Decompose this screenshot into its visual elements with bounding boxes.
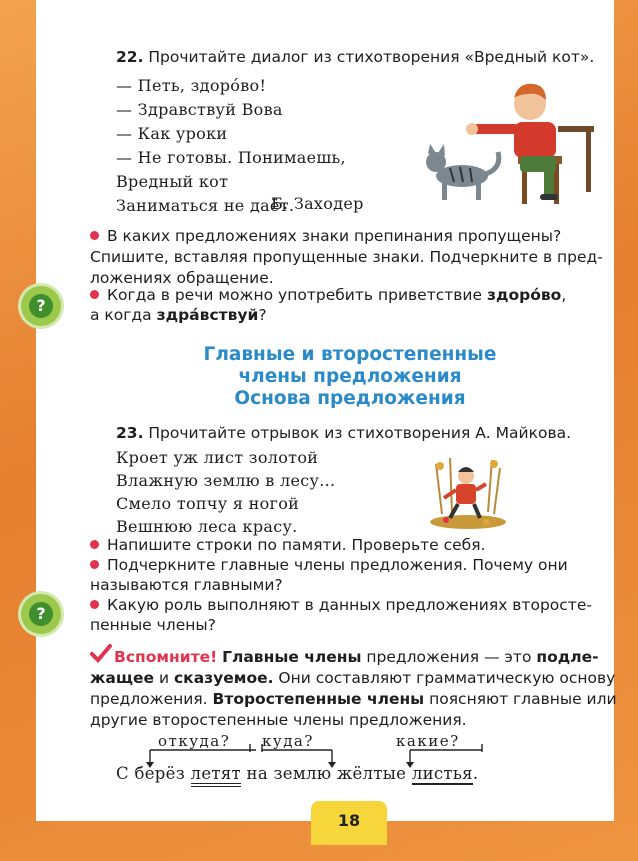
- page-number: 18: [311, 801, 387, 845]
- remember-line1: [114, 648, 599, 666]
- exercise-23-header: [116, 424, 571, 442]
- remember-line3: [90, 690, 617, 708]
- poem-line: Вешнюю леса красу.: [116, 517, 298, 536]
- bullet-dot: [90, 560, 99, 569]
- bullet-dot: [90, 231, 99, 240]
- question-kakie: какие?: [396, 732, 460, 750]
- remember-line4: другие второстепенные члены предложения.: [90, 711, 467, 729]
- question-mark: ?: [29, 602, 53, 626]
- exercise-22-header: [116, 48, 594, 66]
- exercise-22-task1: [90, 226, 610, 289]
- word-zdravstvuy: здра́вствуй: [156, 306, 259, 324]
- task-text: Когда в речи можно употребить приветствие: [107, 286, 487, 304]
- example-sentence: [116, 764, 478, 783]
- remember-secondary-members: Второстепенные члены: [212, 690, 425, 708]
- exercise-22-number: 22.: [116, 48, 144, 66]
- poem-line: Влажную землю в лесу...: [116, 471, 336, 490]
- word-na-zemlyu: на землю: [246, 764, 332, 783]
- poem-author: Б. Заходер: [271, 194, 364, 213]
- word-zhyoltye: жёлтые: [337, 764, 407, 783]
- task-text: Какую роль выполняют в данных предложениях второсте-: [107, 596, 592, 614]
- poem-line: — Не готовы. Понимаешь,: [116, 148, 346, 167]
- question-otkuda: откуда?: [158, 732, 231, 750]
- poem-line: Вредный кот: [116, 172, 229, 191]
- poem-line: — Здравствуй Вова: [116, 100, 283, 119]
- exercise-23-task1: [90, 536, 485, 554]
- remember-line2: [90, 669, 615, 687]
- checkmark-icon: [90, 644, 112, 664]
- remember-text: предложения — это: [361, 648, 537, 666]
- remember-main-members: Главные члены: [222, 648, 362, 666]
- remember-text: Они составляют грамматическую основу: [273, 669, 616, 687]
- question-mark: ?: [29, 294, 53, 318]
- poem-line: Заниматься не даёт.: [116, 196, 295, 215]
- remember-predicate: сказуемое.: [173, 669, 274, 687]
- remember-text: и: [154, 669, 174, 687]
- task-text: а когда: [90, 306, 157, 324]
- word-zdorovo: здоро́во: [486, 286, 562, 304]
- section-heading-line3: Основа предложения: [234, 388, 466, 409]
- poem-line: — Петь, здоро́во!: [116, 76, 267, 95]
- bullet-dot: [90, 540, 99, 549]
- autumn-boy-illustration: [428, 454, 508, 530]
- question-badge-icon: [21, 286, 61, 326]
- poem-line: Кроет уж лист золотой: [116, 448, 319, 467]
- exercise-23-task3-line2: пенные члены?: [90, 616, 216, 634]
- bullet-dot: [90, 290, 99, 299]
- remember-subject-part: подле-: [536, 648, 599, 666]
- section-heading-line2: члены предложения: [238, 366, 462, 387]
- task-text: Напишите строки по памяти. Проверьте себя.: [107, 536, 486, 554]
- remember-text: предложения.: [90, 690, 213, 708]
- bullet-dot: [90, 600, 99, 609]
- sentence-period: .: [472, 764, 479, 783]
- remember-text: поясняют главные или: [424, 690, 617, 708]
- remember-label: Вспомните!: [114, 648, 218, 666]
- exercise-23-number: 23.: [116, 424, 144, 442]
- task-text: Подчеркните главные члены предложения. Почему они: [107, 556, 568, 574]
- boy-and-cat-illustration: [418, 78, 598, 208]
- exercise-22-task2: [90, 286, 566, 304]
- exercise-23-intro: Прочитайте отрывок из стихотворения А. Майкова.: [148, 424, 572, 442]
- task-text: В каких предложениях знаки препинания пропущены? Спишите, вставляя пропущенные знаки. Подчеркните в пред-ложениях обращение.: [90, 227, 603, 287]
- question-kuda: куда?: [262, 732, 314, 750]
- exercise-23-poem: [116, 446, 335, 538]
- exercise-22-task2-line2: [90, 306, 267, 324]
- section-heading-line1: Главные и второстепенные: [203, 344, 497, 365]
- exercise-23-task2: [90, 556, 568, 574]
- poem-line: Смело топчу я ногой: [116, 494, 300, 513]
- poem-line: — Как уроки: [116, 124, 228, 143]
- task-text: ,: [561, 286, 567, 304]
- remember-subject-end: жащее: [90, 669, 155, 687]
- word-letyat-predicate: летят: [191, 764, 241, 787]
- exercise-23-task2-line2: называются главными?: [90, 576, 283, 594]
- task-text: ?: [258, 306, 267, 324]
- exercise-23-task3: [90, 596, 592, 614]
- word-s-beryoz: С берёз: [116, 764, 185, 783]
- word-listya-subject: листья: [411, 764, 473, 783]
- question-badge-icon: [21, 594, 61, 634]
- exercise-22-intro: Прочитайте диалог из стихотворения «Вредный кот».: [148, 48, 595, 66]
